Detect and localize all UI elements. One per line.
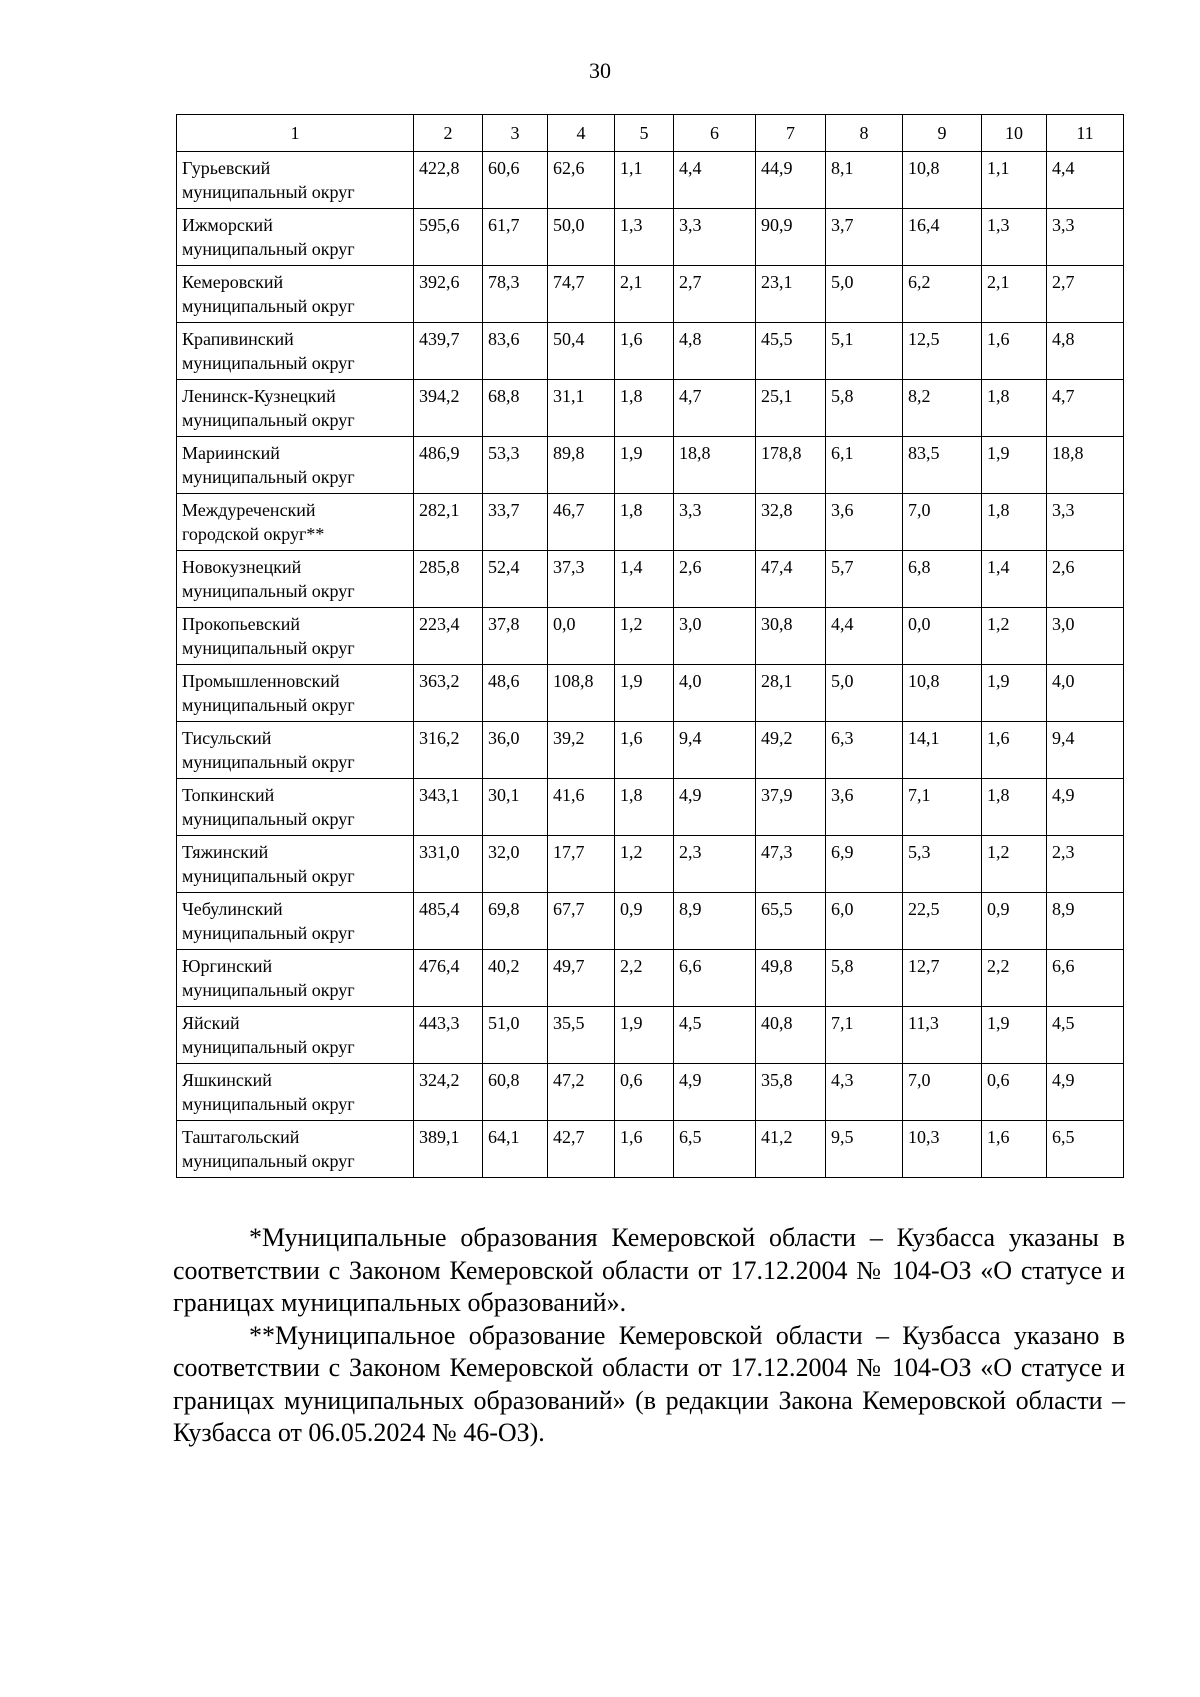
value-cell: 32,8 <box>756 494 826 551</box>
column-header: 8 <box>826 115 903 152</box>
value-cell: 5,8 <box>826 950 903 1007</box>
value-cell: 14,1 <box>903 722 982 779</box>
value-cell: 3,0 <box>1047 608 1124 665</box>
value-cell: 0,0 <box>548 608 615 665</box>
data-table <box>176 114 1124 1178</box>
value-cell: 2,6 <box>674 551 756 608</box>
value-cell: 9,4 <box>1047 722 1124 779</box>
value-cell: 39,2 <box>548 722 615 779</box>
value-cell: 0,9 <box>615 893 674 950</box>
value-cell: 41,6 <box>548 779 615 836</box>
value-cell: 7,0 <box>903 494 982 551</box>
value-cell: 6,6 <box>674 950 756 1007</box>
value-cell: 223,4 <box>414 608 483 665</box>
value-cell: 1,1 <box>615 152 674 209</box>
municipality-name-cell: Яйский муниципальный округ <box>177 1007 414 1064</box>
value-cell: 47,4 <box>756 551 826 608</box>
value-cell: 6,1 <box>826 437 903 494</box>
municipality-name-cell: Топкинский муниципальный округ <box>177 779 414 836</box>
column-header: 11 <box>1047 115 1124 152</box>
value-cell: 2,3 <box>1047 836 1124 893</box>
value-cell: 4,9 <box>1047 1064 1124 1121</box>
municipality-name-cell: Промышленновский муниципальный округ <box>177 665 414 722</box>
value-cell: 595,6 <box>414 209 483 266</box>
value-cell: 0,9 <box>982 893 1047 950</box>
value-cell: 50,4 <box>548 323 615 380</box>
value-cell: 36,0 <box>483 722 548 779</box>
value-cell: 1,6 <box>982 323 1047 380</box>
value-cell: 65,5 <box>756 893 826 950</box>
value-cell: 25,1 <box>756 380 826 437</box>
value-cell: 12,7 <box>903 950 982 1007</box>
municipality-name-cell: Юргинский муниципальный округ <box>177 950 414 1007</box>
value-cell: 10,3 <box>903 1121 982 1178</box>
value-cell: 6,2 <box>903 266 982 323</box>
value-cell: 486,9 <box>414 437 483 494</box>
value-cell: 47,2 <box>548 1064 615 1121</box>
value-cell: 6,0 <box>826 893 903 950</box>
value-cell: 3,7 <box>826 209 903 266</box>
value-cell: 4,0 <box>1047 665 1124 722</box>
value-cell: 30,1 <box>483 779 548 836</box>
value-cell: 10,8 <box>903 665 982 722</box>
value-cell: 324,2 <box>414 1064 483 1121</box>
table-row <box>177 323 1124 380</box>
value-cell: 282,1 <box>414 494 483 551</box>
column-header: 7 <box>756 115 826 152</box>
value-cell: 0,0 <box>903 608 982 665</box>
value-cell: 1,9 <box>615 1007 674 1064</box>
value-cell: 31,1 <box>548 380 615 437</box>
value-cell: 8,9 <box>1047 893 1124 950</box>
value-cell: 4,4 <box>674 152 756 209</box>
value-cell: 50,0 <box>548 209 615 266</box>
value-cell: 2,6 <box>1047 551 1124 608</box>
value-cell: 89,8 <box>548 437 615 494</box>
value-cell: 2,7 <box>1047 266 1124 323</box>
value-cell: 46,7 <box>548 494 615 551</box>
value-cell: 28,1 <box>756 665 826 722</box>
table-row <box>177 779 1124 836</box>
value-cell: 389,1 <box>414 1121 483 1178</box>
value-cell: 83,6 <box>483 323 548 380</box>
value-cell: 1,2 <box>982 608 1047 665</box>
value-cell: 3,6 <box>826 779 903 836</box>
table-row <box>177 152 1124 209</box>
value-cell: 3,3 <box>674 494 756 551</box>
value-cell: 1,9 <box>982 1007 1047 1064</box>
footnote: **Муниципальное образование Кемеровской области – Кузбасса указано в соответствии с Законом Кемеровской области от 17.12.2004 № 104-ОЗ «О статусе и границах муниципальных образований» (в редакции Закона Кемеровской области – Кузбасса от 06.05.2024 № 46-ОЗ). <box>173 1320 1125 1447</box>
value-cell: 60,6 <box>483 152 548 209</box>
value-cell: 23,1 <box>756 266 826 323</box>
value-cell: 22,5 <box>903 893 982 950</box>
page-number: 30 <box>589 58 611 83</box>
value-cell: 4,4 <box>1047 152 1124 209</box>
municipality-name-cell: Ижморский муниципальный округ <box>177 209 414 266</box>
value-cell: 53,3 <box>483 437 548 494</box>
value-cell: 363,2 <box>414 665 483 722</box>
value-cell: 7,1 <box>826 1007 903 1064</box>
value-cell: 10,8 <box>903 152 982 209</box>
value-cell: 4,0 <box>674 665 756 722</box>
value-cell: 6,6 <box>1047 950 1124 1007</box>
value-cell: 37,8 <box>483 608 548 665</box>
table-row <box>177 608 1124 665</box>
value-cell: 90,9 <box>756 209 826 266</box>
value-cell: 12,5 <box>903 323 982 380</box>
table-row <box>177 380 1124 437</box>
value-cell: 443,3 <box>414 1007 483 1064</box>
value-cell: 331,0 <box>414 836 483 893</box>
value-cell: 343,1 <box>414 779 483 836</box>
value-cell: 11,3 <box>903 1007 982 1064</box>
value-cell: 5,0 <box>826 266 903 323</box>
value-cell: 37,9 <box>756 779 826 836</box>
column-header: 9 <box>903 115 982 152</box>
value-cell: 40,8 <box>756 1007 826 1064</box>
table-row <box>177 722 1124 779</box>
column-header: 4 <box>548 115 615 152</box>
value-cell: 1,6 <box>615 722 674 779</box>
value-cell: 1,9 <box>615 437 674 494</box>
value-cell: 42,7 <box>548 1121 615 1178</box>
column-header: 1 <box>177 115 414 152</box>
table-row <box>177 494 1124 551</box>
value-cell: 1,6 <box>982 722 1047 779</box>
value-cell: 422,8 <box>414 152 483 209</box>
value-cell: 316,2 <box>414 722 483 779</box>
value-cell: 4,9 <box>674 779 756 836</box>
value-cell: 3,6 <box>826 494 903 551</box>
value-cell: 1,6 <box>615 1121 674 1178</box>
value-cell: 33,7 <box>483 494 548 551</box>
value-cell: 1,8 <box>615 380 674 437</box>
value-cell: 30,8 <box>756 608 826 665</box>
municipality-name-cell: Гурьевский муниципальный округ <box>177 152 414 209</box>
table-row <box>177 893 1124 950</box>
value-cell: 1,3 <box>615 209 674 266</box>
value-cell: 1,4 <box>615 551 674 608</box>
value-cell: 4,4 <box>826 608 903 665</box>
table-row <box>177 1121 1124 1178</box>
value-cell: 2,1 <box>982 266 1047 323</box>
value-cell: 35,8 <box>756 1064 826 1121</box>
value-cell: 5,7 <box>826 551 903 608</box>
value-cell: 5,0 <box>826 665 903 722</box>
value-cell: 439,7 <box>414 323 483 380</box>
value-cell: 4,9 <box>1047 779 1124 836</box>
table-row <box>177 1064 1124 1121</box>
value-cell: 0,6 <box>982 1064 1047 1121</box>
value-cell: 16,4 <box>903 209 982 266</box>
value-cell: 8,1 <box>826 152 903 209</box>
value-cell: 2,2 <box>982 950 1047 1007</box>
value-cell: 17,7 <box>548 836 615 893</box>
value-cell: 2,2 <box>615 950 674 1007</box>
value-cell: 64,1 <box>483 1121 548 1178</box>
value-cell: 392,6 <box>414 266 483 323</box>
value-cell: 1,8 <box>982 494 1047 551</box>
table-row <box>177 209 1124 266</box>
value-cell: 4,7 <box>674 380 756 437</box>
value-cell: 49,8 <box>756 950 826 1007</box>
table-row <box>177 437 1124 494</box>
municipality-name-cell: Тяжинский муниципальный округ <box>177 836 414 893</box>
value-cell: 1,1 <box>982 152 1047 209</box>
value-cell: 6,8 <box>903 551 982 608</box>
value-cell: 3,3 <box>1047 494 1124 551</box>
table-row <box>177 551 1124 608</box>
value-cell: 1,9 <box>982 437 1047 494</box>
value-cell: 178,8 <box>756 437 826 494</box>
municipality-name-cell: Крапивинский муниципальный округ <box>177 323 414 380</box>
municipality-name-cell: Ленинск-Кузнецкий муниципальный округ <box>177 380 414 437</box>
value-cell: 4,8 <box>674 323 756 380</box>
value-cell: 9,4 <box>674 722 756 779</box>
value-cell: 1,6 <box>982 1121 1047 1178</box>
column-header: 3 <box>483 115 548 152</box>
municipality-name-cell: Яшкинский муниципальный округ <box>177 1064 414 1121</box>
value-cell: 83,5 <box>903 437 982 494</box>
value-cell: 5,8 <box>826 380 903 437</box>
value-cell: 4,3 <box>826 1064 903 1121</box>
value-cell: 6,5 <box>1047 1121 1124 1178</box>
value-cell: 1,8 <box>615 779 674 836</box>
municipality-name-cell: Новокузнецкий муниципальный округ <box>177 551 414 608</box>
column-header: 2 <box>414 115 483 152</box>
value-cell: 35,5 <box>548 1007 615 1064</box>
value-cell: 48,6 <box>483 665 548 722</box>
value-cell: 7,1 <box>903 779 982 836</box>
value-cell: 0,6 <box>615 1064 674 1121</box>
value-cell: 37,3 <box>548 551 615 608</box>
value-cell: 1,4 <box>982 551 1047 608</box>
value-cell: 32,0 <box>483 836 548 893</box>
municipality-name-cell: Междуреченский городской округ** <box>177 494 414 551</box>
column-header: 5 <box>615 115 674 152</box>
value-cell: 3,3 <box>674 209 756 266</box>
column-header: 6 <box>674 115 756 152</box>
value-cell: 3,3 <box>1047 209 1124 266</box>
municipality-name-cell: Прокопьевский муниципальный округ <box>177 608 414 665</box>
value-cell: 49,7 <box>548 950 615 1007</box>
value-cell: 67,7 <box>548 893 615 950</box>
value-cell: 6,5 <box>674 1121 756 1178</box>
value-cell: 4,5 <box>674 1007 756 1064</box>
value-cell: 394,2 <box>414 380 483 437</box>
value-cell: 44,9 <box>756 152 826 209</box>
municipality-name-cell: Кемеровский муниципальный округ <box>177 266 414 323</box>
value-cell: 1,2 <box>615 836 674 893</box>
value-cell: 1,8 <box>615 494 674 551</box>
value-cell: 2,3 <box>674 836 756 893</box>
value-cell: 6,3 <box>826 722 903 779</box>
value-cell: 2,7 <box>674 266 756 323</box>
value-cell: 1,8 <box>982 779 1047 836</box>
value-cell: 4,8 <box>1047 323 1124 380</box>
footnotes <box>173 1222 1125 1450</box>
value-cell: 4,9 <box>674 1064 756 1121</box>
value-cell: 108,8 <box>548 665 615 722</box>
value-cell: 74,7 <box>548 266 615 323</box>
value-cell: 7,0 <box>903 1064 982 1121</box>
table-row <box>177 266 1124 323</box>
municipality-name-cell: Таштагольский муниципальный округ <box>177 1121 414 1178</box>
value-cell: 485,4 <box>414 893 483 950</box>
table-row <box>177 950 1124 1007</box>
value-cell: 68,8 <box>483 380 548 437</box>
value-cell: 49,2 <box>756 722 826 779</box>
value-cell: 1,9 <box>982 665 1047 722</box>
value-cell: 52,4 <box>483 551 548 608</box>
table-row <box>177 1007 1124 1064</box>
value-cell: 1,2 <box>982 836 1047 893</box>
value-cell: 60,8 <box>483 1064 548 1121</box>
value-cell: 62,6 <box>548 152 615 209</box>
table-row <box>177 836 1124 893</box>
column-header: 10 <box>982 115 1047 152</box>
value-cell: 476,4 <box>414 950 483 1007</box>
table-header-row <box>177 115 1124 152</box>
municipality-name-cell: Тисульский муниципальный округ <box>177 722 414 779</box>
value-cell: 5,1 <box>826 323 903 380</box>
footnote: *Муниципальные образования Кемеровской области – Кузбасса указаны в соответствии с Законом Кемеровской области от 17.12.2004 № 104-ОЗ «О статусе и границах муниципальных образований». <box>173 1223 1125 1317</box>
table-row <box>177 665 1124 722</box>
value-cell: 45,5 <box>756 323 826 380</box>
value-cell: 4,5 <box>1047 1007 1124 1064</box>
value-cell: 51,0 <box>483 1007 548 1064</box>
value-cell: 41,2 <box>756 1121 826 1178</box>
value-cell: 69,8 <box>483 893 548 950</box>
value-cell: 3,0 <box>674 608 756 665</box>
value-cell: 1,6 <box>615 323 674 380</box>
value-cell: 78,3 <box>483 266 548 323</box>
municipality-name-cell: Чебулинский муниципальный округ <box>177 893 414 950</box>
value-cell: 2,1 <box>615 266 674 323</box>
value-cell: 8,2 <box>903 380 982 437</box>
value-cell: 40,2 <box>483 950 548 1007</box>
value-cell: 1,3 <box>982 209 1047 266</box>
value-cell: 4,7 <box>1047 380 1124 437</box>
municipality-name-cell: Мариинский муниципальный округ <box>177 437 414 494</box>
value-cell: 47,3 <box>756 836 826 893</box>
value-cell: 6,9 <box>826 836 903 893</box>
value-cell: 18,8 <box>674 437 756 494</box>
value-cell: 285,8 <box>414 551 483 608</box>
value-cell: 18,8 <box>1047 437 1124 494</box>
value-cell: 1,8 <box>982 380 1047 437</box>
value-cell: 8,9 <box>674 893 756 950</box>
value-cell: 9,5 <box>826 1121 903 1178</box>
value-cell: 1,2 <box>615 608 674 665</box>
value-cell: 1,9 <box>615 665 674 722</box>
value-cell: 61,7 <box>483 209 548 266</box>
table-body <box>177 152 1124 1178</box>
value-cell: 5,3 <box>903 836 982 893</box>
